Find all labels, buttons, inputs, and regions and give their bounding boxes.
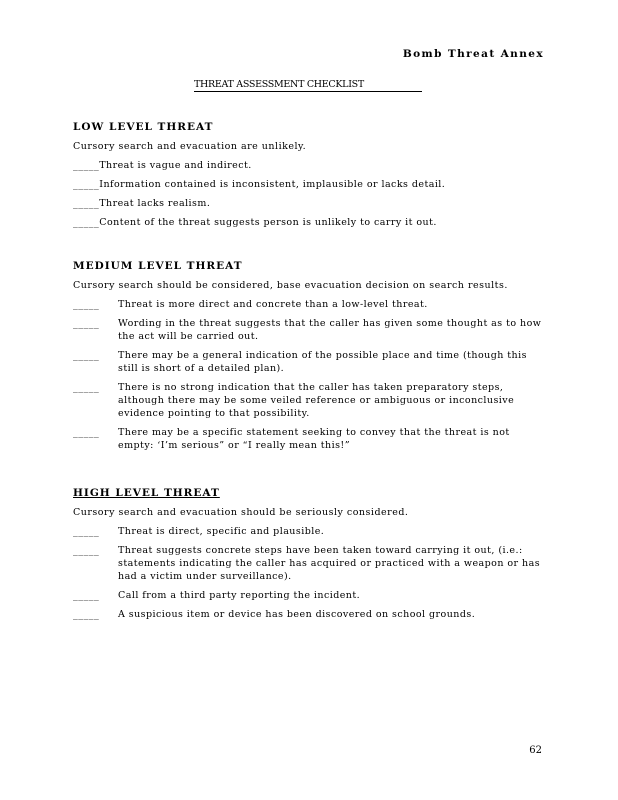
checklist-item — [73, 426, 545, 452]
checkbox-blank[interactable]: _____ — [73, 609, 100, 620]
checklist-text: A suspicious item or device has been discovered on school grounds. — [118, 609, 476, 620]
checklist-text: There may be a specific statement seeking to convey that the threat is not empty: ‘I’m serious” or “I really mean this!” — [118, 427, 510, 451]
checkbox-blank[interactable]: _____ — [73, 526, 100, 537]
checklist-item — [73, 159, 545, 172]
document-title: THREAT ASSESSMENT CHECKLIST — [194, 79, 422, 92]
checklist-text: Wording in the threat suggests that the caller has given some thought as to how the act will be carried out. — [118, 318, 542, 342]
checklist-text: Threat is more direct and concrete than a low-level threat. — [118, 299, 428, 310]
page-number: 62 — [529, 745, 542, 756]
checklist-text: Content of the threat suggests person is unlikely to carry it out. — [99, 217, 437, 228]
low-level-heading: LOW LEVEL THREAT — [73, 121, 214, 133]
checkbox-blank[interactable]: _____ — [73, 179, 100, 190]
medium-level-heading: MEDIUM LEVEL THREAT — [73, 260, 243, 272]
checkbox-blank[interactable]: _____ — [73, 590, 100, 601]
checkbox-blank[interactable]: _____ — [73, 198, 100, 209]
medium-level-intro: Cursory search should be considered, base evacuation decision on search results. — [73, 280, 508, 291]
checkbox-blank[interactable]: _____ — [73, 545, 100, 556]
checkbox-blank[interactable]: _____ — [73, 160, 100, 171]
checklist-text: Threat is vague and indirect. — [99, 160, 252, 171]
checklist-item — [73, 317, 545, 343]
checklist-text: Call from a third party reporting the incident. — [118, 590, 361, 601]
checklist-item — [73, 381, 545, 420]
checklist-text: Threat suggests concrete steps have been taken toward carrying it out, (i.e.: statements indicating the caller has acquired or practiced with a weapon or has had a victim under surveillance). — [118, 545, 541, 582]
checklist-text: There may be a general indication of the possible place and time (though this still is short of a detailed plan). — [118, 350, 527, 374]
checkbox-blank[interactable]: _____ — [73, 350, 100, 361]
annex-header: Bomb Threat Annex — [402, 48, 544, 60]
checkbox-blank[interactable]: _____ — [73, 299, 100, 310]
checkbox-blank[interactable]: _____ — [73, 217, 100, 228]
checklist-item — [73, 216, 545, 229]
checklist-item — [73, 608, 545, 621]
high-level-heading: HIGH LEVEL THREAT — [73, 487, 220, 499]
low-level-section — [73, 120, 545, 235]
medium-level-section — [73, 259, 545, 458]
checklist-text: Threat lacks realism. — [99, 198, 211, 209]
checklist-item — [73, 525, 545, 538]
high-level-section — [73, 486, 545, 627]
checklist-text: Threat is direct, specific and plausible. — [118, 526, 325, 537]
high-level-intro: Cursory search and evacuation should be seriously considered. — [73, 507, 409, 518]
checkbox-blank[interactable]: _____ — [73, 427, 100, 438]
checklist-text: Information contained is inconsistent, implausible or lacks detail. — [99, 179, 446, 190]
checkbox-blank[interactable]: _____ — [73, 382, 100, 393]
checklist-item — [73, 178, 545, 191]
checkbox-blank[interactable]: _____ — [73, 318, 100, 329]
checklist-item — [73, 298, 545, 311]
title-block — [194, 79, 422, 92]
checklist-item — [73, 197, 545, 210]
low-level-intro: Cursory search and evacuation are unlikely. — [73, 141, 307, 152]
checklist-item — [73, 589, 545, 602]
checklist-item — [73, 544, 545, 583]
checklist-text: There is no strong indication that the caller has taken preparatory steps, although there may be some veiled reference or ambiguous or inconclusive evidence pointing to that possibility. — [118, 382, 515, 419]
checklist-item — [73, 349, 545, 375]
